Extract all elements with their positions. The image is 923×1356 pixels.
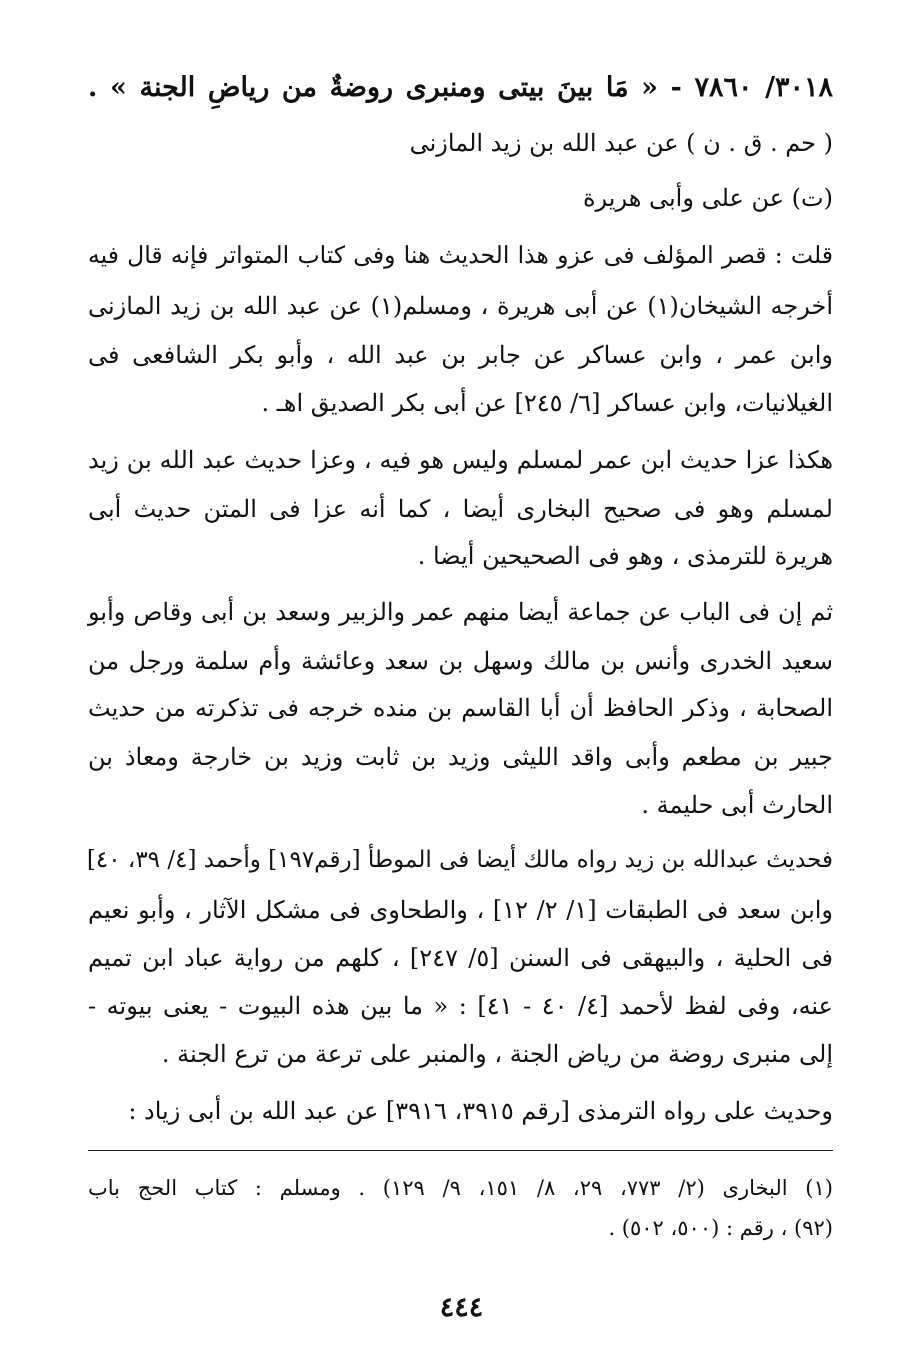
hadith-source-1: ( حم . ق . ن ) عن عبد الله بن زيد المازنى: [409, 129, 833, 157]
paragraph-3-line-3: الصحابة ، وذكر الحافظ أن أبا القاسم بن منده خرجه فى تذكرته من حديث: [88, 694, 833, 722]
paragraph-4-line-2: وابن سعد فى الطبقات [١/ ٢/ ١٢] ، والطحاوى فى مشكل الآثار ، وأبو نعيم: [88, 896, 834, 924]
paragraph-4-line-5: إلى منبرى روضة من رياض الجنة ، والمنبر على ترعة من ترع الجنة .: [161, 1040, 833, 1068]
paragraph-3-line-1: ثم إن فى الباب عن جماعة أيضا منهم عمر والزبير وسعد بن أبى وقاص وأبو: [88, 598, 833, 626]
paragraph-1-line-3: وابن عمر ، وابن عساكر عن جابر بن عبد الله ، وأبو بكر الشافعى فى: [88, 341, 833, 369]
paragraph-4-line-3: فى الحلية ، والبيهقى فى السنن [٥/ ٢٤٧] ، كلهم من رواية عباد ابن تميم: [88, 944, 834, 972]
paragraph-3-line-4: جبير بن مطعم وأبى واقد الليثى وزيد بن ثابت وزيد بن خارجة ومعاذ بن: [88, 743, 833, 771]
footnote-line-2: (٩٢) ، رقم : (٥٠٠، ٥٠٢) .: [608, 1216, 833, 1240]
paragraph-2-line-1: هكذا عزا حديث ابن عمر لمسلم وليس هو فيه ، وعزا حديث عبد الله بن زيد: [88, 446, 833, 474]
paragraph-5-line-1: وحديث على رواه الترمذى [رقم ٣٩١٥، ٣٩١٦] عن عبد الله بن أبى زياد :: [128, 1097, 833, 1125]
hadith-heading: ٣٠١٨/ ٧٨٦٠ - « مَا بينَ بيتى ومنبرى روضةٌ من رياضِ الجنة » .: [88, 72, 833, 103]
paragraph-1-line-2: أخرجه الشيخان(١) عن أبى هريرة ، ومسلم(١) عن عبد الله بن زيد المازنى: [88, 292, 834, 320]
paragraph-3-line-2: سعيد الخدرى وأنس بن مالك وسهل بن سعد وعائشة وأم سلمة ورجل من: [88, 647, 833, 675]
footnote-line-1: (١) البخارى (٢/ ٧٧٣، ٢٩، ٨/ ١٥١، ٩/ ١٢٩) . ومسلم : كتاب الحج باب: [88, 1176, 833, 1200]
paragraph-2-line-3: هريرة للترمذى ، وهو فى الصحيحين أيضا .: [417, 542, 833, 570]
paragraph-1-line-1: قلت : قصر المؤلف فى عزو هذا الحديث هنا وفى كتاب المتواتر فإنه قال فيه: [88, 241, 833, 269]
paragraph-2-line-2: لمسلم وهو فى صحيح البخارى أيضا ، كما أنه عزا فى المتن حديث أبى: [88, 495, 833, 523]
paragraph-4-line-1: فحديث عبدالله بن زيد رواه مالك أيضا فى الموطأ [رقم١٩٧] وأحمد [٤/ ٣٩، ٤٠]: [86, 847, 833, 873]
page-number: ٤٤٤: [439, 1292, 484, 1323]
footnote-separator: [88, 1150, 833, 1151]
paragraph-3-line-5: الحارث أبى حليمة .: [641, 791, 833, 819]
hadith-source-2: (ت) عن على وأبى هريرة: [582, 184, 833, 212]
paragraph-4-line-4: عنه، وفى لفظ لأحمد [٤/ ٤٠ - ٤١] : « ما بين هذه البيوت - يعنى بيوته -: [88, 992, 833, 1020]
paragraph-1-line-4: الغيلانيات، وابن عساكر [٦/ ٢٤٥] عن أبى بكر الصديق اهـ .: [261, 389, 833, 417]
